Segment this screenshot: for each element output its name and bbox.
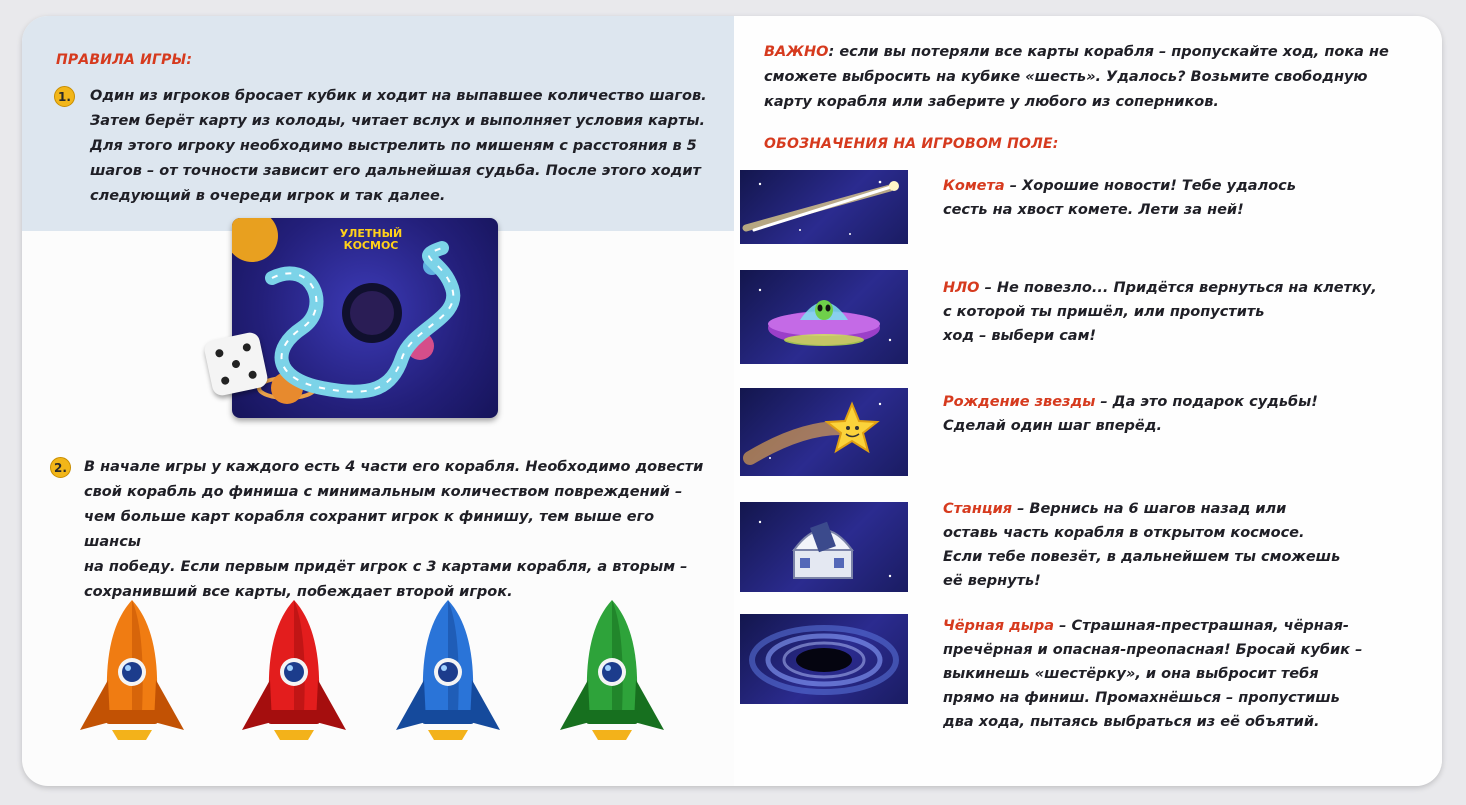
important-line-2: сможете выбросить на кубике «шесть». Удалось? Возьмите свободную [764, 69, 1368, 85]
legend-line: Сделай один шаг вперёд. [943, 418, 1162, 434]
rule1-line: Один из игроков бросает кубик и ходит на выпавшее количество шагов. [90, 88, 707, 104]
board-title: УЛЕТНЫЙ КОСМОС [339, 227, 403, 252]
legend-line: два хода, пытаясь выбраться из её объятий. [943, 714, 1320, 730]
important-note [764, 40, 1424, 115]
legend-line: пречёрная и опасная-преопасная! Бросай кубик – [943, 642, 1363, 658]
rocket-orange-icon [76, 594, 188, 742]
rocket-blue-icon [392, 594, 504, 742]
important-label: ВАЖНО [764, 44, 829, 60]
legend-term-star: Рождение звезды [943, 394, 1096, 410]
ufo-icon [740, 270, 908, 364]
station-icon [740, 502, 908, 592]
rule1-line: следующий в очереди игрок и так далее. [90, 188, 446, 204]
legend-term-black-hole: Чёрная дыра [943, 618, 1055, 634]
important-line-1: : если вы потеряли все карты корабля – пропускайте ход, пока не [828, 44, 1389, 60]
rule2-text [84, 455, 704, 605]
comet-icon [740, 170, 908, 244]
dice-icon [203, 331, 269, 397]
rules-heading: ПРАВИЛА ИГРЫ: [56, 52, 193, 68]
legend-line: – Да это подарок судьбы! [1095, 394, 1318, 410]
legend-ufo-text [943, 276, 1377, 348]
legend-line: выкинешь «шестёрку», и она выбросит тебя [943, 666, 1319, 682]
rule1-line: Затем берёт карту из колоды, читает вслух и выполняет условия карты. [90, 113, 706, 129]
legend-star-text [943, 390, 1318, 438]
legend-line: – Хорошие новости! Тебе удалось [1004, 178, 1296, 194]
legend-line: – Страшная-престрашная, чёрная- [1054, 618, 1349, 634]
legend-term-comet: Комета [943, 178, 1005, 194]
legend-line: Если тебе повезёт, в дальнейшем ты сможешь [943, 549, 1341, 565]
legend-line: сесть на хвост комете. Лети за ней! [943, 202, 1244, 218]
legend-heading: ОБОЗНАЧЕНИЯ НА ИГРОВОМ ПОЛЕ: [764, 136, 1059, 152]
rule1-number-badge: 1. [54, 86, 75, 107]
legend-comet-text [943, 174, 1296, 222]
important-line [764, 40, 1424, 65]
legend-line: ход – выбери сам! [943, 328, 1097, 344]
game-board-illustration [232, 218, 498, 418]
legend-line: – Не повезло... Придётся вернуться на клетку, [979, 280, 1377, 296]
important-line-3: карту корабля или заберите у любого из соперников. [764, 94, 1219, 110]
rocket-green-icon [556, 594, 668, 742]
rule2-line: свой корабль до финиша с минимальным количеством повреждений – [84, 484, 683, 500]
black-hole-icon [740, 614, 908, 704]
legend-term-station: Станция [943, 501, 1013, 517]
rule1-line: шагов – от точности зависит его дальнейшая судьба. После этого ходит [90, 163, 701, 179]
rule2-line: В начале игры у каждого есть 4 части его корабля. Необходимо довести [84, 459, 704, 475]
legend-station-text [943, 497, 1340, 593]
rocket-red-icon [238, 594, 350, 742]
legend-term-ufo: НЛО [943, 280, 980, 296]
legend-black-hole-text [943, 614, 1362, 734]
rule2-line: на победу. Если первым придёт игрок с 3 картами корабля, а вторым – [84, 559, 688, 575]
rule1-line: Для этого игроку необходимо выстрелить по мишеням с расстояния в 5 [90, 138, 697, 154]
rule1-text [90, 84, 710, 209]
rule2-line: чем больше карт корабля сохранит игрок к финишу, тем выше его шансы [84, 509, 655, 550]
legend-line: прямо на финиш. Промахнёшься – пропустишь [943, 690, 1340, 706]
legend-line: её вернуть! [943, 573, 1041, 589]
rule2-line: сохранивший все карты, побеждает второй игрок. [84, 584, 513, 600]
legend-line: с которой ты пришёл, или пропустить [943, 304, 1265, 320]
legend-line: оставь часть корабля в открытом космосе. [943, 525, 1305, 541]
legend-line: – Вернись на 6 шагов назад или [1012, 501, 1287, 517]
rule2-number-badge: 2. [50, 457, 71, 478]
star-icon [740, 388, 908, 476]
